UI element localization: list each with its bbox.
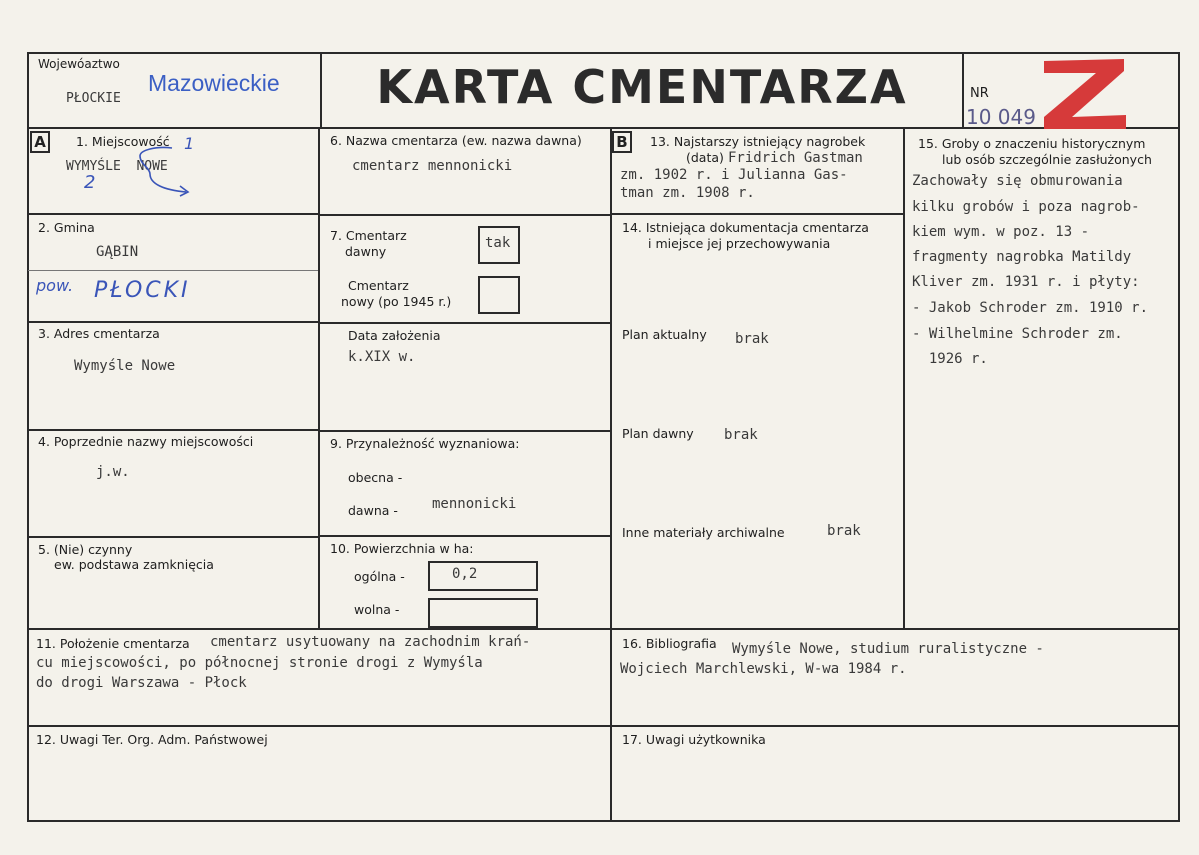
field-10-free-box [428, 598, 538, 628]
voivodeship-stamp: Mazowieckie [148, 70, 280, 96]
card-title: KARTA CMENTARZA [376, 60, 908, 114]
field-3-value: Wymyśle Nowe [74, 358, 176, 374]
field-2-value: GĄBIN [96, 244, 139, 260]
field-7-old-label: dawny [345, 244, 387, 259]
voivodeship-label: Wojewóaztwo [38, 57, 120, 71]
field-15-label: 15. Groby o znaczeniu historycznym [918, 136, 1146, 151]
field-15-line-6: - Jakob Schroder zm. 1910 r. [912, 300, 1149, 316]
field-15-sublabel: lub osób szczególnie zasłużonych [942, 152, 1152, 167]
field-16-label: 16. Bibliografia [622, 636, 717, 651]
row-line-12 [28, 725, 1180, 727]
field-1-label: 1. Miejscowość [76, 134, 170, 149]
z-stamp [1040, 55, 1130, 131]
row-line-11 [28, 628, 1180, 630]
field-8-label: Data założenia [348, 328, 441, 343]
field-10-total-value: 0,2 [452, 566, 478, 582]
col-line-3 [903, 128, 905, 630]
field-15-line-1: Zachowały się obmurowania [912, 173, 1123, 189]
field-7-new-sublabel: nowy (po 1945 r.) [341, 294, 452, 309]
plan-current-label: Plan aktualny [622, 327, 707, 342]
field-2-pow-value: PŁOCKI [94, 278, 191, 303]
field-7-label: 7. Cmentarz [330, 228, 407, 243]
col-line-2 [610, 128, 612, 820]
field-15-line-5: Kliver zm. 1931 r. i płyty: [912, 274, 1140, 290]
field-4-label: 4. Poprzednie nazwy miejscowości [38, 434, 254, 449]
field-7-new-label: Cmentarz [348, 278, 409, 293]
left-hline-1 [28, 213, 319, 215]
header-vline-2 [962, 52, 964, 129]
left-hline-3 [28, 429, 319, 431]
field-6-label: 6. Nazwa cmentarza (ew. nazwa dawna) [330, 133, 582, 148]
field-11-line-3: do drogi Warszawa - Płock [36, 675, 247, 691]
field-7-old-value: tak [485, 235, 511, 251]
field-13-label: 13. Najstarszy istniejący nagrobek [650, 134, 866, 149]
field-13-line-1: Fridrich Gastman [728, 150, 863, 166]
mid-hline-3 [319, 430, 611, 432]
field-14-label: 14. Istniejąca dokumentacja cmentarza [622, 220, 869, 235]
field-9-label: 9. Przynależność wyznaniowa: [330, 436, 520, 451]
plan-current-value: brak [735, 331, 769, 347]
field-10-total-label: ogólna - [354, 569, 405, 584]
frame-bottom [28, 820, 1180, 822]
field-4-value: j.w. [96, 464, 130, 480]
field-1-mark-1: 1 [184, 134, 195, 153]
field-2-pow-label: pow. [36, 276, 74, 295]
nr-label: NR [970, 86, 989, 101]
field-12-label: 12. Uwagi Ter. Org. Adm. Państwowej [36, 732, 268, 747]
field-17-label: 17. Uwagi użytkownika [622, 732, 766, 747]
field-15-line-7: - Wilhelmine Schroder zm. [912, 326, 1123, 342]
section-a-marker: A [30, 131, 50, 153]
field-15-line-2: kilku grobów i poza nagrob- [912, 199, 1140, 215]
plan-old-label: Plan dawny [622, 426, 694, 441]
field-16-line-2: Wojciech Marchlewski, W-wa 1984 r. [620, 661, 907, 677]
other-materials-value: brak [827, 523, 861, 539]
frame-left [27, 52, 29, 822]
field-14-sublabel: i miejsce jej przechowywania [648, 236, 831, 251]
mid-hline-2 [319, 322, 611, 324]
field-2-sub-divider [28, 270, 318, 271]
field-13-line-2: zm. 1902 r. i Julianna Gas- [620, 167, 848, 183]
plan-old-value: brak [724, 427, 758, 443]
field-15-line-3: kiem wym. w poz. 13 - [912, 224, 1090, 240]
b-hline-1 [611, 213, 904, 215]
frame-right [1178, 52, 1180, 822]
field-16-line-1: Wymyśle Nowe, studium ruralistyczne - [732, 641, 1044, 657]
z-stamp-graphic [1040, 55, 1130, 131]
field-9-former-label: dawna - [348, 503, 398, 518]
field-5-sublabel: ew. podstawa zamknięcia [54, 557, 214, 572]
field-1-value: WYMYŚLE NOWE [66, 159, 168, 174]
field-13-line-3: tman zm. 1908 r. [620, 185, 755, 201]
field-15-line-8: 1926 r. [912, 351, 988, 367]
field-6-value: cmentarz mennonicki [352, 158, 513, 174]
field-10-total-box [428, 561, 538, 591]
frame-top [28, 52, 1180, 54]
field-8-value: k.XIX w. [348, 349, 416, 365]
field-10-free-label: wolna - [354, 602, 400, 617]
col-line-1 [318, 128, 320, 628]
swap-arrow-icon [120, 140, 200, 200]
field-3-label: 3. Adres cmentarza [38, 326, 160, 341]
other-materials-label: Inne materiały archiwalne [622, 525, 785, 540]
field-15-line-4: fragmenty nagrobka Matildy [912, 249, 1132, 265]
field-11-label: 11. Położenie cmentarza [36, 636, 190, 651]
field-11-line-2: cu miejscowości, po północnej stronie drogi z Wymyśla [36, 655, 483, 671]
nr-value: 10 049 [966, 105, 1036, 129]
field-7-new-box [478, 276, 520, 314]
field-9-current-label: obecna - [348, 470, 403, 485]
field-2-label: 2. Gmina [38, 220, 95, 235]
voivodeship-typed: PŁOCKIE [66, 91, 121, 106]
field-10-label: 10. Powierzchnia w ha: [330, 541, 474, 556]
field-9-former-value: mennonicki [432, 496, 517, 512]
mid-hline-1 [319, 214, 611, 216]
left-hline-2 [28, 321, 319, 323]
field-11-line-1: cmentarz usytuowany na zachodnim krań- [210, 634, 531, 650]
left-hline-4 [28, 536, 319, 538]
mid-hline-4 [319, 535, 611, 537]
section-b-marker: B [612, 131, 632, 153]
field-5-label: 5. (Nie) czynny [38, 542, 133, 557]
field-13-sublabel: (data) [686, 150, 724, 165]
field-1-mark-2: 2 [84, 172, 96, 193]
